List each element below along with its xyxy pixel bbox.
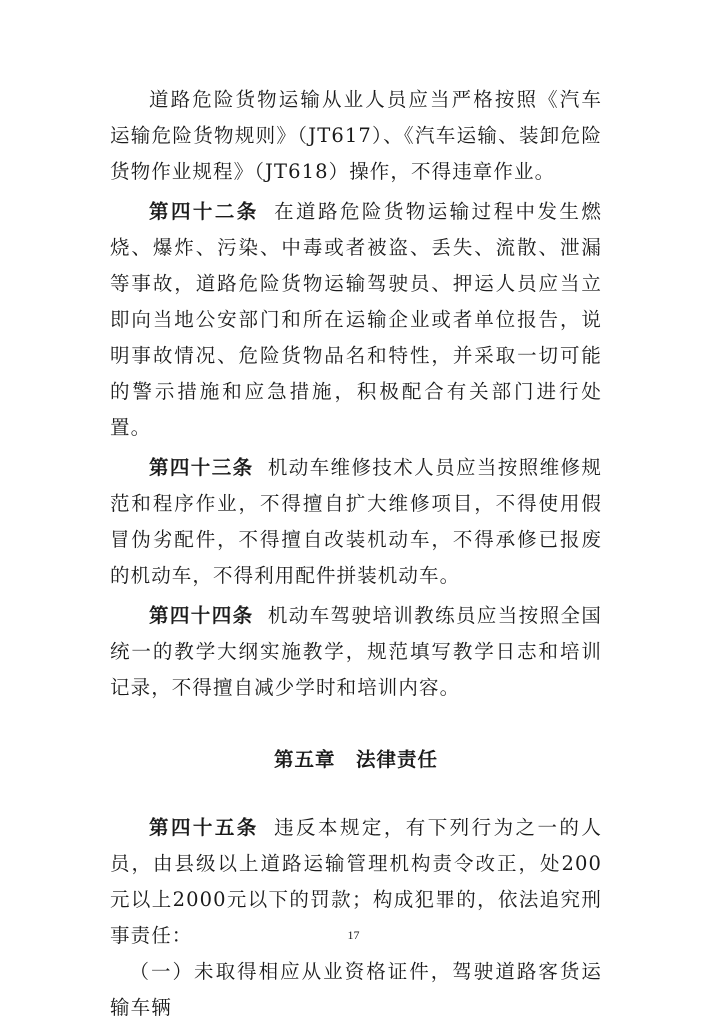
document-body: [110, 82, 602, 1026]
article-45-text: 违反本规定，有下列行为之一的人员，由县级以上道路运输管理机构责令改正，处200元以上2000元以下的罚款；构成犯罪的，依法追究刑事责任：: [110, 816, 602, 947]
article-43-title: 第四十三条: [149, 456, 254, 479]
article-44-title: 第四十四条: [149, 604, 254, 627]
article-43: [110, 450, 602, 594]
article-42-title: 第四十二条: [149, 200, 259, 223]
page-number: 17: [347, 928, 360, 942]
paragraph-hazmat-rules: 道路危险货物运输从业人员应当严格按照《汽车运输危险货物规则》（JT617）、《汽车运输、装卸危险货物作业规程》（JT618）操作，不得违章作业。: [110, 88, 602, 183]
article-45-title: 第四十五条: [149, 816, 259, 839]
list-item-1: （一）未取得相应从业资格证件，驾驶道路客货运输车辆: [110, 960, 602, 1019]
article-43-text: 机动车维修技术人员应当按照维修规范和程序作业，不得擅自扩大维修项目，不得使用假冒伪劣配件，不得擅自改装机动车，不得承修已报废的机动车，不得利用配件拼装机动车。: [110, 456, 602, 587]
article-44-text: 机动车驾驶培训教练员应当按照全国统一的教学大纲实施教学，规范填写教学日志和培训记录，不得擅自减少学时和培训内容。: [110, 604, 602, 699]
article-42: [110, 194, 602, 446]
article-44: [110, 598, 602, 706]
article-42-text: 在道路危险货物运输过程中发生燃烧、爆炸、污染、中毒或者被盗、丢失、流散、泄漏等事故，道路危险货物运输驾驶员、押运人员应当立即向当地公安部门和所在运输企业或者单位报告，说明事故情况、危险货物品名和特性，并采取一切可能的警示措施和应急措施，积极配合有关部门进行处置。: [110, 200, 602, 439]
chapter-title: 第五章 法律责任: [273, 748, 438, 771]
